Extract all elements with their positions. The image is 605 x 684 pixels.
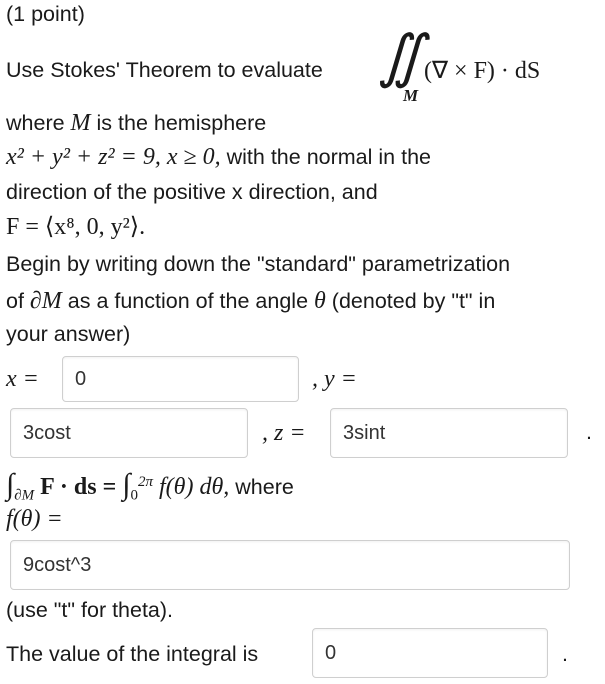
y-label: , y = <box>312 366 357 392</box>
normal-text: with the normal in the <box>226 145 431 169</box>
direction-text: direction of the positive x direction, and <box>6 180 378 204</box>
result-label: The value of the integral is <box>6 642 259 666</box>
intro-text: Use Stokes' Theorem to evaluate <box>6 58 323 82</box>
f-input[interactable]: 9cost^3 <box>10 540 570 590</box>
theta-note: (use "t" for theta). <box>6 598 174 622</box>
vector-field: F = ⟨x⁸, 0, y²⟩. <box>6 214 146 240</box>
integrand: (∇ × F) · dS <box>424 58 541 84</box>
points-label: (1 point) <box>6 2 85 26</box>
f-label: f(θ) = <box>6 506 63 532</box>
line-integral-equation: $\int_{\partial M}$ F · ds = $\int_0^{2\pi}$ f(θ) dθ, where <box>6 468 294 504</box>
x-label: x = <box>6 366 39 392</box>
hemisphere-equation: x² + y² + z² = 9, x ≥ 0, <box>6 144 221 170</box>
double-integral-icon: ∬ <box>378 24 424 89</box>
period: . <box>586 420 592 444</box>
instructions-line2: of ∂M as a function of the angle θ (denoted by "t" in <box>6 288 496 314</box>
hemisphere-equation-line <box>6 144 431 171</box>
result-period: . <box>562 642 568 666</box>
z-input[interactable]: 3sint <box>330 408 568 458</box>
x-input[interactable]: 0 <box>62 356 299 402</box>
y-input[interactable]: 3cost <box>10 408 248 458</box>
z-label: , z = <box>262 420 306 446</box>
instructions-line1: Begin by writing down the "standard" parametrization <box>6 252 511 276</box>
integral-input[interactable]: 0 <box>312 628 548 678</box>
hemisphere-line: where M is the hemisphere <box>6 110 267 136</box>
integral-region: M <box>403 86 419 105</box>
instructions-line3: your answer) <box>6 322 131 346</box>
